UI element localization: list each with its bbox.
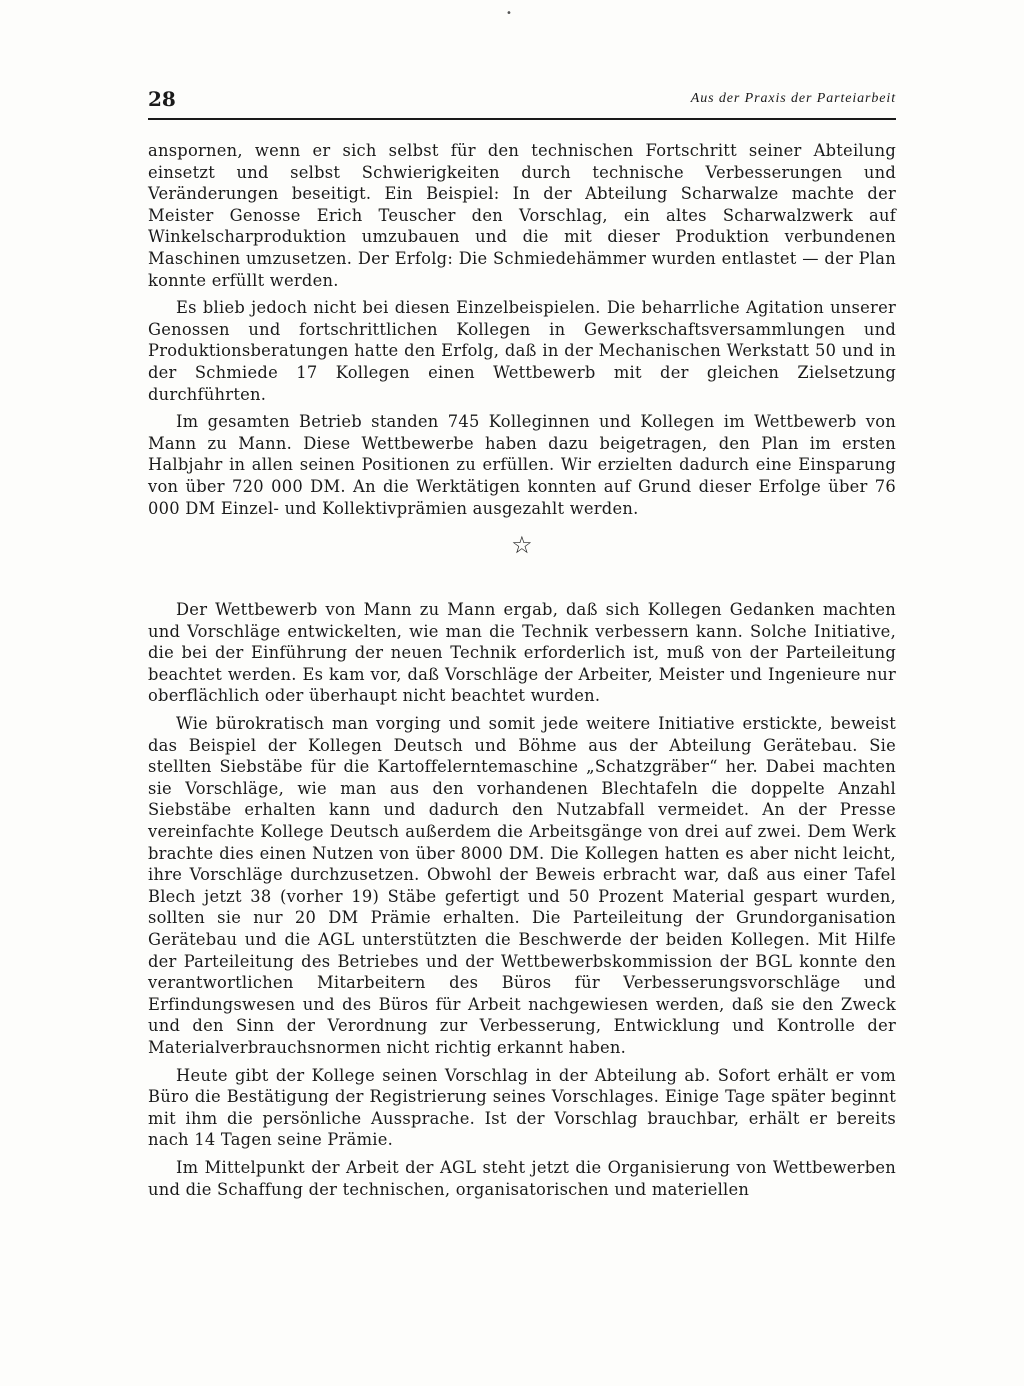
running-head: Aus der Praxis der Parteiarbeit — [690, 91, 896, 106]
paragraph-3: Im gesamten Betrieb standen 745 Kolleginnen und Kollegen im Wettbewerb von Mann zu Mann. Diese Wettbewerbe haben dazu beigetragen, den Plan im ersten Halbjahr in allen seinen Positionen zu erfüllen. Wir erzielten dadurch eine Einsparung von über 720 000 DM. An die Werktätigen konnten auf Grund dieser Erfolge über 76 000 DM Einzel- und Kollektivprämien ausgezahlt werden. — [148, 412, 896, 518]
star-outline-icon: ☆ — [511, 531, 533, 560]
page-header — [148, 84, 896, 114]
paragraph-4: Der Wettbewerb von Mann zu Mann ergab, daß sich Kollegen Gedanken machten und Vorschläge entwickelten, wie man die Technik verbessern kann. Solche Initiative, die bei der Einführung der neuen Technik erforderlich ist, muß von der Parteileitung beachtet werden. Es kam vor, daß Vorschläge der Arbeiter, Meister und Ingenieure nur oberflächlich oder überhaupt nicht beachtet wurden. — [148, 600, 896, 706]
scan-speck: • — [506, 8, 512, 19]
paragraph-6: Heute gibt der Kollege seinen Vorschlag in der Abteilung ab. Sofort erhält er vom Büro die Bestätigung der Registrierung seines Vorschlages. Einige Tage später beginnt mit ihm die persönliche Aussprache. Ist der Vorschlag brauchbar, erhält er bereits nach 14 Tagen seine Prämie. — [148, 1065, 896, 1150]
paragraph-1: anspornen, wenn er sich selbst für den technischen Fortschritt seiner Abteilung einsetzt und selbst Schwierigkeiten durch technische Verbesserungen und Veränderungen beseitigt. Ein Beispiel: In der Abteilung Scharwalze machte der Meister Genosse Erich Teuscher den Vorschlag, ein altes Scharwalzwerk auf Winkelscharproduktion umzubauen und die mit dieser Produktion verbundenen Maschinen umzusetzen. Der Erfolg: Die Schmiedehämmer wurden entlastet — der Plan konnte erfüllt werden. — [148, 141, 896, 290]
page-number: 28 — [148, 87, 176, 111]
paragraph-5: Wie bürokratisch man vorging und somit jede weitere Initiative erstickte, beweist das Beispiel der Kollegen Deutsch und Böhme aus der Abteilung Gerätebau. Sie stellten Siebstäbe für die Kartoffelerntemaschine „Schatzgräber“ her. Dabei machten sie Vorschläge, wie man aus den vorhandenen Blechtafeln die doppelte Anzahl Siebstäbe erhalten kann und dadurch den Nutzabfall vermeidet. An der Presse vereinfachte Kollege Deutsch außerdem die Arbeitsgänge von drei auf zwei. Dem Werk brachte dies einen Nutzen von über 8000 DM. Die Kollegen hatten es aber nicht leicht, ihre Vorschläge durchzusetzen. Obwohl der Beweis erbracht war, daß aus einer Tafel Blech jetzt 38 (vorher 19) Stäbe gefertigt und 50 Prozent Material gespart wurden, sollten sie nur 20 DM Prämie erhalten. Die Parteileitung der Grundorganisation Gerätebau und die AGL unterstützten die Beschwerde der beiden Kollegen. Mit Hilfe der Parteileitung des Betriebes und der Wettbewerbskommission der BGL konnte den verantwortlichen Mitarbeitern des Büros für Verbesserungsvorschläge und Erfindungswesen und des Büros für Arbeit nachgewiesen werden, daß sie den Zweck und den Sinn der Verordnung zur Verbesserung, Entwicklung und Kontrolle der Materialverbrauchsnormen nicht richtig erkannt haben. — [148, 714, 896, 1057]
section-break — [148, 519, 896, 599]
paragraph-2: Es blieb jedoch nicht bei diesen Einzelbeispielen. Die beharrliche Agitation unserer Genossen und fortschrittlichen Kollegen in Gewerkschaftsversammlungen und Produktionsberatungen hatte den Erfolg, daß in der Mechanischen Werkstatt 50 und in der Schmiede 17 Kollegen einen Wettbewerb mit der gleichen Zielsetzung durchführten. — [148, 298, 896, 404]
header-rule — [148, 118, 896, 120]
body-text — [148, 140, 896, 1200]
paragraph-7: Im Mittelpunkt der Arbeit der AGL steht jetzt die Organisierung von Wettbewerben und die Schaffung der technischen, organisatorischen und materiellen — [148, 1157, 896, 1199]
